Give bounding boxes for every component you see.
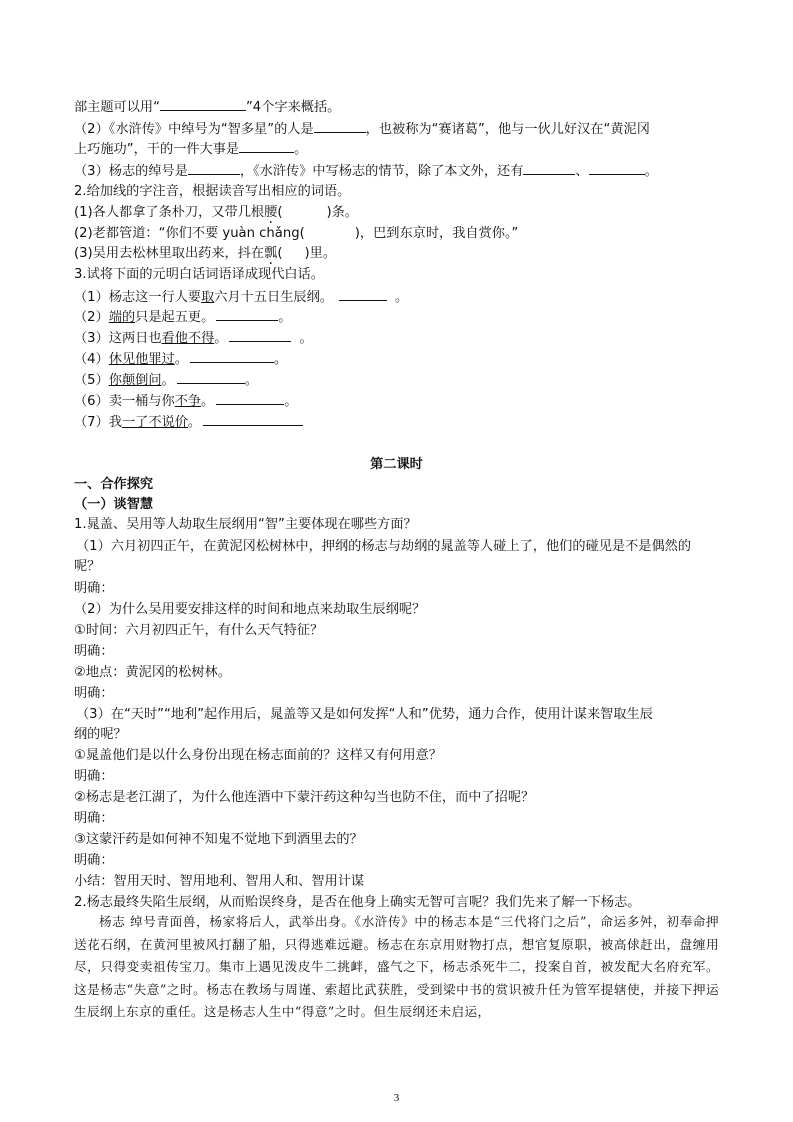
underlined-word: 一了不说价 <box>121 415 188 430</box>
answer-label: 明确： <box>74 811 114 826</box>
s2-question-1: 1.晁盖、吴用等人劫取生辰纲用“智”主要体现在哪些方面？ <box>74 517 417 532</box>
text: 六月十五日生辰纲。 <box>214 290 333 305</box>
dotted-word: 腰 <box>264 205 278 220</box>
text: 。 <box>644 164 658 179</box>
answer-blank[interactable] <box>239 140 294 153</box>
q2-item-1 <box>74 204 358 221</box>
text: )，巴到东京时，我自赏你。” <box>354 226 519 241</box>
text: （3）这两日也 <box>74 331 162 346</box>
text: ，《水浒传》中写杨志的情节，除了本文外，还有 <box>239 164 524 179</box>
text: （7）我 <box>74 415 122 430</box>
line-theme <box>74 98 340 116</box>
s2-q1-2-place: ②地点：黄泥冈的松树林。 <box>74 665 231 680</box>
line-q1-2-cont <box>74 140 307 158</box>
text: 。 <box>244 373 258 388</box>
s2-q1-1: （1）六月初四正午，在黄泥冈松树林中，押纲的杨志与劫纲的晁盖等人碰上了，他们的碰见是不是偶然的 <box>76 539 692 554</box>
text: 。 <box>273 352 288 367</box>
answer-label: 明确： <box>74 644 114 659</box>
question-3: 3.试将下面的元明白话词语译成现代白话。 <box>74 267 324 282</box>
text: （3）杨志的绰号是 <box>74 164 188 179</box>
s2-q1-1-cont: 呢？ <box>74 559 101 574</box>
s2-question-2: 2.杨志最终失陷生辰纲，从而贻误终身，是否在他身上确实无智可言呢？我们先来了解一下杨志。 <box>74 895 641 910</box>
answer-blank[interactable] <box>188 162 240 175</box>
page-number: 3 <box>393 1092 400 1104</box>
text: （5） <box>74 373 109 388</box>
answer-blank[interactable] <box>339 288 387 301</box>
s2-q1-3-cont: 纲的呢？ <box>74 727 127 742</box>
underlined-word: 你颠倒问 <box>108 373 162 388</box>
s2-q1-2-time: ①时间：六月初四正午，有什么天气特征？ <box>74 623 324 638</box>
text: ( <box>277 246 283 261</box>
q3-item-2 <box>74 308 291 326</box>
text: ，也被称为“赛诸葛”，他与一伙儿好汉在“黄泥冈 <box>365 122 650 137</box>
answer-label: 明确： <box>74 581 114 596</box>
yangzhi-paragraph <box>74 911 719 1024</box>
s2-q1-3-b: ②杨志是老江湖了，为什么他连酒中下蒙汗药这种勾当也防不住，而中了招呢？ <box>74 790 535 805</box>
s2-q1-3-c: ③这蒙汗药是如何神不知鬼不觉地下到酒里去的？ <box>74 832 363 847</box>
text: （4） <box>74 352 109 367</box>
s2-q1-2: （2）为什么吴用要安排这样的时间和地点来劫取生辰纲呢？ <box>74 602 426 617</box>
text: 。 <box>278 310 292 325</box>
answer-blank[interactable] <box>160 98 246 111</box>
answer-blank[interactable] <box>216 308 278 321</box>
answer-label: 明确： <box>74 686 114 701</box>
text: (1)各人都拿了条朴刀，又带几根 <box>74 205 265 220</box>
q2-item-3 <box>74 245 336 262</box>
text: 。 <box>161 373 175 388</box>
text: )里。 <box>304 246 336 261</box>
text: )条。 <box>326 205 358 220</box>
answer-blank[interactable] <box>523 162 575 175</box>
line-q1-2 <box>74 120 650 138</box>
paragraph-text: 杨志 绰号青面兽，杨家将后人，武举出身。《水浒传》中的杨志本是“三代将门之后”，命运多舛，初奉命押送花石纲，在黄河里被风打翻了船，只得逃难远避。杨志在东京用财物打点，想官复原职，被高俅赶出，盘缠用尽，只得变卖祖传宝刀。集市上遇见泼皮牛二挑衅，盛气之下，杨志杀死牛二，投案自首，被发配大名府充军。这是杨志“失意”之时。杨志在教场与周谨、索超比武获胜，受到梁中书的赏识被升任为管军提辖使，并接下押运生辰纲上东京的重任。这是杨志人生中“得意”之时。但生辰纲还未启运， <box>74 914 719 1019</box>
text: ”4个字来概括。 <box>245 100 341 115</box>
text: （2）《水浒传》中绰号为“智多星”的人是 <box>74 122 314 137</box>
underlined-word: 端的 <box>108 310 136 325</box>
dotted-word: 瓢 <box>264 246 278 261</box>
answer-blank[interactable] <box>589 162 645 175</box>
q3-item-4 <box>74 350 287 368</box>
s2-q1-3-a: ①晁盖他们是以什么身份出现在杨志面前的？这样又有何用意？ <box>74 748 442 763</box>
text: 部主题可以用“ <box>74 100 160 115</box>
summary: 小结：智用天时、智用地利、智用人和、智用计谋 <box>74 874 365 889</box>
underlined-word: 取 <box>201 290 215 305</box>
text: （2） <box>74 310 109 325</box>
answer-blank[interactable] <box>229 329 291 342</box>
text: 。 <box>299 331 313 346</box>
text: 。 <box>294 142 308 157</box>
q3-item-7 <box>74 413 303 431</box>
s2-q1-3: （3）在“天时”“地利”起作用后，晁盖等又是如何发挥“人和”优势，通力合作，使用计谋来智取生辰 <box>76 707 653 722</box>
answer-blank[interactable] <box>203 413 303 426</box>
text: （6）卖一桶与你 <box>74 394 175 409</box>
answer-blank[interactable] <box>190 350 274 363</box>
q2-item-2 <box>74 225 518 242</box>
text: 。 <box>394 290 409 305</box>
answer-blank[interactable] <box>314 120 366 133</box>
underlined-word: 休见他罪过 <box>108 352 175 367</box>
text: 。 <box>187 415 202 430</box>
q3-item-5 <box>74 371 258 389</box>
underlined-word: 不争 <box>174 394 202 409</box>
text: 。 <box>284 394 298 409</box>
text: ( <box>277 205 283 220</box>
answer-blank[interactable] <box>177 371 245 384</box>
q3-item-1 <box>74 288 408 306</box>
answer-label: 明确： <box>74 853 114 868</box>
text: （1）杨志这一行人要 <box>74 290 202 305</box>
heading-cooperation: 一、合作探究 <box>74 477 154 492</box>
answer-blank[interactable] <box>216 392 284 405</box>
text: 。 <box>201 394 215 409</box>
text: 。 <box>174 352 188 367</box>
heading-wisdom: （一）谈智慧 <box>74 497 154 512</box>
line-q1-3 <box>74 162 658 180</box>
text: 只是起五更。 <box>135 310 215 325</box>
text: 上巧施功”，干的一件大事是 <box>74 142 240 157</box>
question-2: 2.给加线的字注音，根据读音写出相应的词语。 <box>74 184 351 199</box>
section-title: 第二课时 <box>370 457 423 472</box>
q3-item-3 <box>74 329 313 347</box>
text: (3)吴用去松林里取出药来，抖在 <box>74 246 265 261</box>
text: (2)老都管道：“你们不要 yuàn chǎng( <box>74 226 305 241</box>
text: 。 <box>214 331 228 346</box>
q3-item-6 <box>74 392 297 410</box>
answer-label: 明确： <box>74 769 114 784</box>
underlined-word: 看他不得 <box>161 331 215 346</box>
text: 、 <box>575 164 589 179</box>
